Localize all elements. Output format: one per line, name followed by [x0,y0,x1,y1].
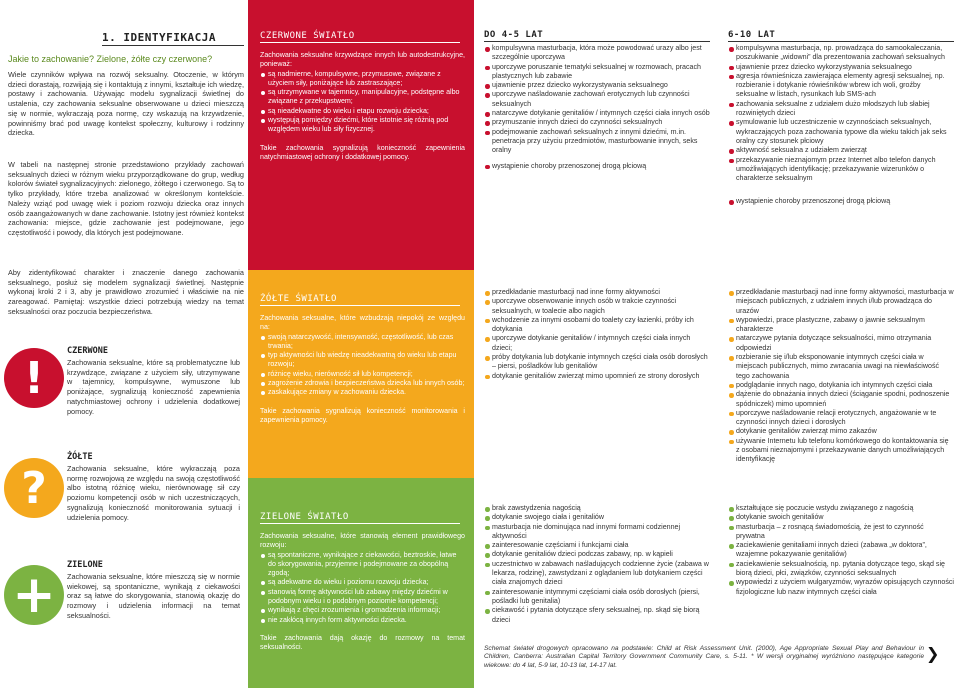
list-item: są utrzymywane w tajemnicy, manipulacyjne, podstępne albo związane z przekupstwem; [260,88,465,107]
list-item: wypowiedzi, prace plastyczne, zabawy o jawnie seksualnym charakterze [728,316,954,335]
yellow-band-body [260,314,465,425]
age-a-yellow-list [484,288,710,381]
red-band-body [260,51,465,162]
list-item: kształtujące się poczucie wstydu związanego z nagością [728,504,954,513]
list-item: zachowania seksualne z udziałem dużo młodszych lub słabiej rozwiniętych dzieci [728,100,954,119]
list-item: zaciekawienie genitaliami innych dzieci (zabawa „w doktora”, wzajemne pokazywanie genitaliów) [728,541,954,560]
list-item: wystąpienie choroby przenoszonej drogą płciową [484,162,710,171]
age-b-green-list [728,504,954,597]
list-item: brak zawstydzenia nagością [484,504,710,513]
list-item: zaciekawienie seksualnością, np. pytania dotyczące tego, skąd się biorą dzieci, płci, związków, czynności seksualnych [728,560,954,579]
yellow-question-icon: ? [4,458,64,518]
green-band-note: Takie zachowania dają okazję do rozmowy na temat seksualności. [260,633,465,652]
age-a-green-list [484,504,710,625]
list-item: dotykanie swoich genitaliów [728,513,954,522]
intro-paragraph-3: Aby zidentyfikować charakter i znaczenie danego zachowania seksualnego, posłuż się modelem sygnalizacji świetlnej. Następnie wykonaj kroki 2 i 3, aby je prawidłowo zrozumieć i właściwie na nie zareagować. Pamiętaj: wszystkie dzieci potrzebują wiedzy na temat seksualności oraz poczucia bezpieczeństwa. [8,268,244,316]
list-item: wypowiedzi z użyciem wulgaryzmów, wyrazów opisujących czynności fizjologiczne lub nazw intymnych części ciała [728,578,954,597]
list-item: przymuszanie innych dzieci do czynności seksualnych [484,118,710,127]
list-item: zagrożenie zdrowia i bezpieczeństwa dziecka lub innych osób; [260,379,465,388]
age-b-yellow-list [728,288,954,465]
red-exclamation-icon: ! [4,348,64,408]
list-item: podejmowanie zachowań seksualnych z innymi dziećmi, m.in. penetracja przy użyciu przedmiotów, masturbowanie innych, seks oralny [484,128,710,156]
age-b-red-list [728,44,954,207]
legend-green-title: ZIELONE [67,560,103,570]
list-item: uporczywe naśladowanie zachowań erotycznych lub czynności seksualnych [484,90,710,109]
red-band-note: Takie zachowania sygnalizują konieczność zapewnienia natychmiastowej ochrony i dodatkowej pomocy. [260,143,465,161]
age-column-6-10 [728,0,954,688]
red-band-title: CZERWONE ŚWIATŁO [260,31,460,43]
list-item: są spontaniczne, wynikające z ciekawości, beztroskie, łatwe do skorygowania, przyjemne i podejmowane za obopólną zgodą; [260,551,465,579]
age-a-red-list [484,44,710,171]
intro-paragraph-2: W tabeli na następnej stronie przedstawiono przykłady zachowań seksualnych dzieci w różnym wieku przyporządkowane do grup, według kolorów świateł sygnalizacyjnych: zielonego, żółtego i czerwonego. Są to tylko przykłady, które trzeba analizować w określonym kontekście. Należy wziąć pod uwagę wiek i poziom rozwoju dziecka oraz innych osób zaangażowanych w dane zachowanie. Istotny jest również kontekst zachowania: miejsce, gdzie zachowanie jest podejmowane, jego częstotliwość i powody, dla których jest podejmowane. [8,160,244,237]
list-item: przedkładanie masturbacji nad inne formy aktywności [484,288,710,297]
list-item: zainteresowanie intymnymi częściami ciała osób dorosłych (piersi, pośladki lub genitalia) [484,588,710,607]
legend-red-text: Zachowania seksualne, które są problematyczne lub krzywdzące, związane z użyciem siły, utrzymywane w tajemnicy, kompulsywne, wymuszone lub poniżające, sygnalizują konieczność zapewnienia natychmiastowej ochrony i udzielenia dodatkowej pomocy. [67,358,240,416]
list-item: są adekwatne do wieku i poziomu rozwoju dziecka; [260,578,465,587]
list-item: zaskakujące zmiany w zachowaniu dziecka. [260,388,465,397]
legend-red-title: CZERWONE [67,346,108,356]
list-item: podglądanie innych nago, dotykania ich intymnych części ciała [728,381,954,390]
list-item: agresja równieśnicza zawierająca elementy agresji seksualnej, np. rozbieranie i dotykanie rówieśników wbrew ich woli, groźby seksualne w listach, rysunkach lub SMS-ach [728,72,954,100]
legend-green-text: Zachowania seksualne, które mieszczą się w normie wiekowej, są spontaniczne, wynikają z ciekawości oraz są łatwe do skorygowania, stanowią okazję do rozmowy i udzielenia informacji na temat seksualności. [67,572,240,620]
green-light-band [248,478,474,688]
list-item: wynikają z chęci zrozumienia i gromadzenia informacji; [260,606,465,615]
yellow-band-title: ŻÓŁTE ŚWIATŁO [260,294,460,306]
green-band-list [260,551,465,625]
age-column-title: DO 4-5 LAT [484,31,710,42]
green-band-body [260,532,465,653]
list-item: kompulsywna masturbacja, która może powodować urazy albo jest szczególnie uporczywa [484,44,710,63]
list-item: zainteresowanie częściami i funkcjami ciała [484,541,710,550]
list-item: uczestnictwo w zabawach naśladujących codzienne życie (zabawa w lekarza, rodzinę), zawstydzani z oglądaniem lub dotykaniem części ciała znajomych dzieci [484,560,710,588]
list-item: masturbacja nie dominująca nad innymi formami codziennej aktywności [484,523,710,542]
list-item: rozbieranie się i/lub eksponowanie intymnych części ciała w miejscach publicznych, mimo zwracania uwagi na niewłaściwość tego zachowania [728,353,954,381]
list-item: kompulsywna masturbacja, np. prowadząca do samookaleczania, poszukiwanie „widowni” dla prezentowania zachowań seksualnych [728,44,954,63]
next-page-arrow-icon[interactable]: ❯ [926,644,940,663]
list-item: typ aktywności lub wiedzę nieadekwatną do wieku lub etapu rozwoju; [260,351,465,370]
legend-green [67,560,240,621]
list-item: uporczywe dotykanie genitaliów / intymnych części ciała innych dzieci; [484,334,710,353]
list-item: uporczywe obserwowanie innych osób w trakcie czynności seksualnych, w toalecie albo nagich [484,297,710,316]
yellow-band-note: Takie zachowania sygnalizują konieczność monitorowania i zapewnienia pomocy. [260,406,465,424]
green-band-intro: Zachowania seksualne, które stanowią element prawidłowego rozwoju: [260,532,465,550]
list-item: symulowanie lub uczestniczenie w czynnościach seksualnych, wykraczających poza zachowania typowe dla wieku takich jak seks oralny czy stosunek płciowy [728,118,954,146]
legend-yellow-text: Zachowania seksualne, które wykraczają poza normę rozwojową ze względu na swoją częstotliwość albo istotną różnicę wieku, nierównowagę sił czy poziomu kompetencji osób w nich uczestniczących, sygnalizują konieczność monitorowania sytuacji i udzielenia pomocy. [67,464,240,522]
list-item: masturbacja – z rosnącą świadomością, że jest to czynność prywatna [728,523,954,542]
yellow-light-band [248,270,474,478]
list-item: uporczywe poruszanie tematyki seksualnej w rozmowach, pracach plastycznych lub zabawie [484,63,710,82]
list-item: dotykanie genitaliów zwierząt mimo upomnień ze strony dorosłych [484,372,710,381]
section-subtitle: Jakie to zachowanie? Zielone, żółte czy czerwone? [8,54,213,64]
red-light-band [248,0,474,270]
age-column-0-5 [484,0,710,688]
list-item: wystąpienie choroby przenoszonej drogą płciową [728,197,954,206]
list-item: ujawnienie przez dziecko wykorzystywania seksualnego [484,81,710,90]
yellow-band-intro: Zachowania seksualne, które wzbudzają niepokój ze względu na: [260,314,465,332]
list-item: przekazywanie nieznajomym przez Internet albo telefon danych umożliwiających identyfikację; przekazywanie wizerunków o charakterze seksualnym [728,156,954,184]
list-item: natarczywe dotykanie genitaliów / intymnych części ciała innych osób [484,109,710,118]
list-item: dotykanie genitaliów zwierząt mimo zakazów [728,427,954,436]
list-item: dążenie do obnażania innych dzieci (ściąganie spodni, podnoszenie spódniczek) mimo upomnień [728,390,954,409]
list-item: są nieadekwatne do wieku i etapu rozwoju dziecka; [260,107,465,116]
list-item: swoją natarczywość, intensywność, częstotliwość, lub czas trwania; [260,333,465,352]
green-band-title: ZIELONE ŚWIATŁO [260,512,460,524]
yellow-band-list [260,333,465,398]
list-item: dotykanie genitaliów dzieci podczas zabawy, np. w kąpieli [484,550,710,559]
red-band-list [260,70,465,135]
list-item: są nadmierne, kompulsywne, przymusowe, związane z użyciem siły, poniżające lub zastraszające; [260,70,465,89]
legend-yellow [67,452,240,522]
list-item: używanie Internetu lub telefonu komórkowego do kontaktowania się z osobami nieznajomymi i przekazywanie danych umożliwiających identyfikację [728,437,954,465]
intro-paragraph-1: Wiele czynników wpływa na rozwój seksualny. Otoczenie, w którym dzieci dorastają, rozwijają się i kontaktują z innymi, kształtuje ich wiedzę, postawy i zachowania. Używając modelu sygnalizacji świetlnej do ustalenia, czy zachowania seksualne obserwowane u dzieci mieszczą się w normie, wykraczają poza normę, czy wskazują na krzywdzenie, powinniśmy brać pod uwagę kontekst społeczny, kulturowy i rodzinny dziecka. [8,70,244,138]
list-item: różnicę wieku, nierówność sił lub kompetencji; [260,370,465,379]
source-footnote: Schemat świateł drogowych opracowano na podstawie: Child at Risk Assessment Unit. (2000), Age Appropriate Sexual Play and Behaviour in Children, Canberra: Australian Capital Territory Government Community Care, s. 5-11. * W wersji oryginalnej wyróżniono następujące kategorie wiekowe: do 4 lat, 5-9 lat, 10-13 lat, 14-17 lat. [484,645,924,669]
list-item: aktywność seksualna z udziałem zwierząt [728,146,954,155]
list-item: uporczywe naśladowanie relacji erotycznych, angażowanie w te czynności innych dzieci i dorosłych [728,409,954,428]
legend-red [67,346,240,416]
green-plus-icon: + [4,565,64,625]
red-band-intro: Zachowania seksualne krzywdzące innych lub autodestrukcyjne, ponieważ: [260,51,465,69]
age-column-title: 6-10 LAT [728,31,954,42]
list-item: ujawnienie przez dziecko wykorzystywania seksualnego [728,63,954,72]
section-title: 1. IDENTYFIKACJA [102,31,244,46]
legend-yellow-title: ŻÓŁTE [67,452,93,462]
list-item: stanowią formę aktywności lub zabawy między dziećmi w podobnym wieku i o podobnym poziomie kompetencji; [260,588,465,607]
list-item: wchodzenie za innymi osobami do toalety czy łazienki, próby ich dotykania [484,316,710,335]
list-item: nie zakłócą innych form aktywności dziecka. [260,616,465,625]
list-item: dotykanie swojego ciała i genitaliów [484,513,710,522]
list-item: natarczywe pytania dotyczące seksualności, mimo otrzymania odpowiedzi [728,334,954,353]
list-item: ciekawość i pytania dotyczące sfery seksualnej, np. skąd się biorą dzieci [484,606,710,625]
list-item: próby dotykania lub dotykanie intymnych części ciała osób dorosłych – piersi, pośladków lub genitaliów [484,353,710,372]
list-item: przedkładanie masturbacji nad inne formy aktywności, masturbacja w miejscach publicznych, z udziałem innych i/lub prowadząca do urazów [728,288,954,316]
list-item: występują pomiędzy dziećmi, które istotnie się różnią pod względem wieku lub siły fizycznej. [260,116,465,135]
